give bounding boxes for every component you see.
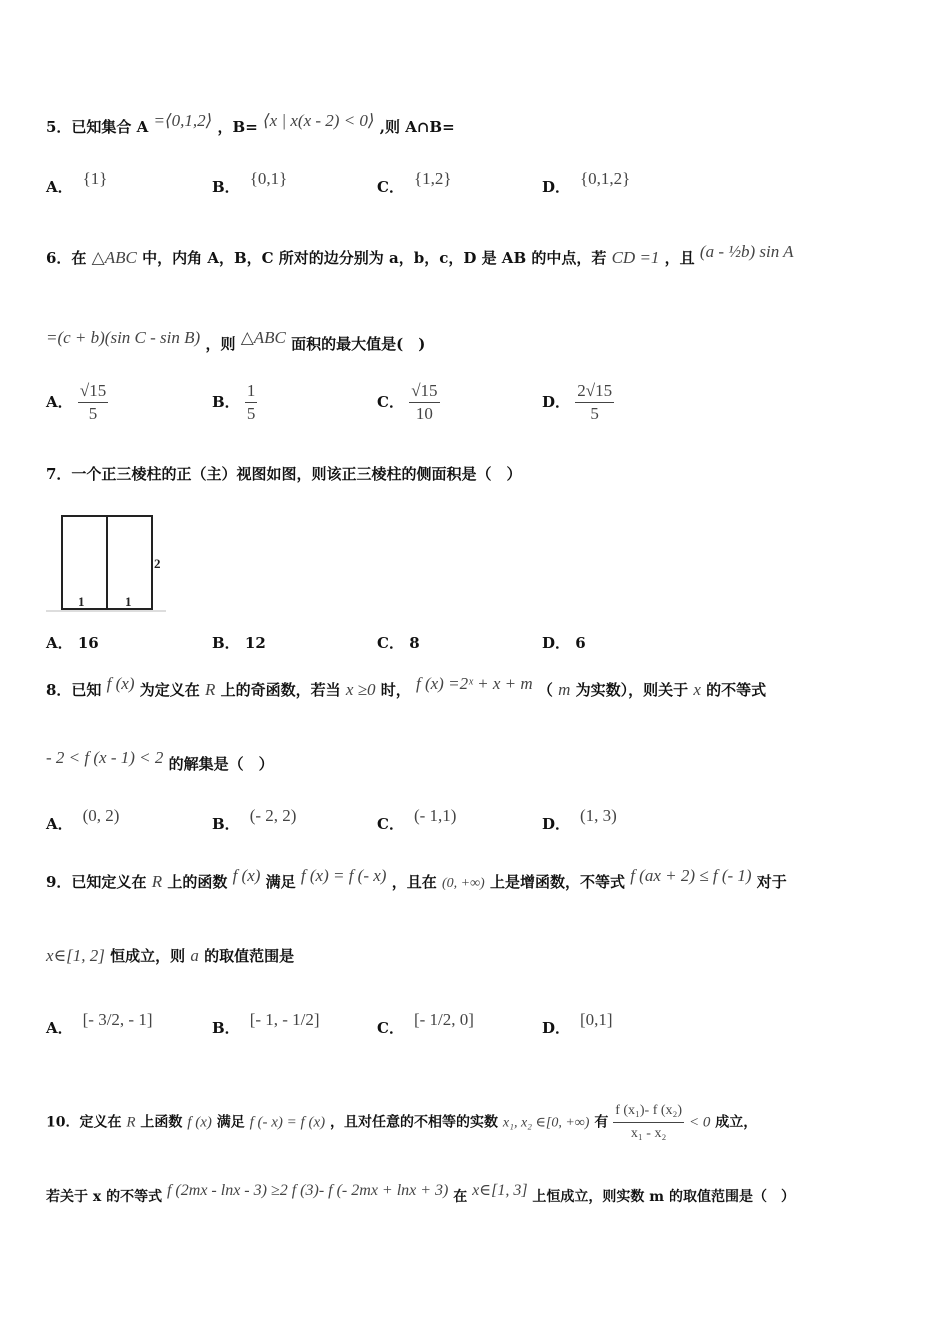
q9-fx: f (x) xyxy=(232,866,261,885)
q8-x: x xyxy=(693,680,701,699)
option-label: D． xyxy=(542,392,571,411)
option-value: [- 1/2, 0] xyxy=(413,1010,474,1029)
option-fraction xyxy=(409,380,439,425)
option-value: (0, 2) xyxy=(82,806,120,825)
question-5-stem xyxy=(46,111,455,137)
option-value: {1} xyxy=(82,169,108,188)
q9-option-b[interactable] xyxy=(212,1010,320,1038)
q9-option-d[interactable] xyxy=(542,1010,613,1038)
front-view-figure xyxy=(46,510,166,615)
q7-option-c[interactable] xyxy=(377,632,420,653)
frac-num: √15 xyxy=(409,380,439,403)
frac-den: 5 xyxy=(590,404,599,423)
option-label: A． xyxy=(46,178,73,196)
q5-set-b: ⟨x | x(x - 2) < 0⟩ xyxy=(263,111,375,130)
q6-option-d[interactable] xyxy=(542,380,614,425)
q6-option-a[interactable] xyxy=(46,380,108,425)
q5-text-b: ，B= xyxy=(217,118,258,136)
q5-option-c[interactable] xyxy=(377,169,452,197)
q8-text: 时， xyxy=(380,681,411,699)
option-value: {0,1} xyxy=(249,169,288,188)
option-value: (1, 3) xyxy=(580,806,617,825)
q9-inequality: f (ax + 2) ≤ f (- 1) xyxy=(630,866,752,885)
option-value: {1,2} xyxy=(413,169,452,188)
q5-text-a: 5．已知集合 A xyxy=(46,118,149,136)
question-6-stem-line2 xyxy=(46,328,426,354)
option-fraction xyxy=(575,380,614,425)
q6-triangle: △ABC xyxy=(240,328,286,347)
q10-text: 成立， xyxy=(715,1114,758,1131)
option-label: D． xyxy=(542,634,571,652)
q8-m: m xyxy=(558,680,571,699)
option-value: 12 xyxy=(244,634,266,652)
frac-num: √15 xyxy=(78,380,108,403)
q9-range: x∈[1, 2] xyxy=(46,946,105,965)
q10-text: 若关于 x 的不等式 xyxy=(46,1189,163,1205)
q6-triangle: △ABC xyxy=(91,248,137,267)
option-label: A． xyxy=(46,392,73,411)
q9-text: 上是增函数，不等式 xyxy=(489,873,625,891)
frac-den: x₁ - x₂ xyxy=(630,1126,667,1141)
q10-R: R xyxy=(126,1114,136,1131)
option-label: D． xyxy=(542,1019,571,1037)
frac-den: 10 xyxy=(415,404,433,423)
question-7-stem xyxy=(46,463,521,484)
q9-R: R xyxy=(151,872,163,891)
option-value: 6 xyxy=(575,634,586,652)
q9-text: ，且在 xyxy=(391,873,437,891)
option-label: B． xyxy=(212,634,240,652)
q10-text: 满足 xyxy=(216,1114,245,1131)
q10-text: 10．定义在 xyxy=(46,1114,122,1131)
q8-text: 上的奇函数，若当 xyxy=(220,681,341,699)
q6-option-c[interactable] xyxy=(377,380,440,425)
q5-text-c: ,则 A∩B= xyxy=(379,118,455,136)
q9-text: 的取值范围是 xyxy=(204,947,295,965)
q6-expression: (a - ½b) sin A xyxy=(699,242,794,261)
q8-text: （ xyxy=(537,681,553,699)
q9-text: 9．已知定义在 xyxy=(46,873,147,891)
frac-num: 1 xyxy=(245,380,258,403)
q8-text: 8．已知 xyxy=(46,681,102,699)
option-label: D． xyxy=(542,815,571,833)
option-value: 8 xyxy=(409,634,420,652)
q9-option-c[interactable] xyxy=(377,1010,474,1038)
q10-text: 在 xyxy=(453,1189,468,1205)
option-label: B． xyxy=(212,815,240,833)
q5-option-b[interactable] xyxy=(212,169,288,197)
q6-text: ，且 xyxy=(664,249,695,267)
figure-label-left: 1 xyxy=(78,594,85,609)
question-8-stem-line2 xyxy=(46,748,274,774)
q10-fraction xyxy=(613,1100,684,1145)
q6-cd: CD =1 xyxy=(611,248,660,267)
option-label: C． xyxy=(377,1019,404,1037)
option-value: [- 3/2, - 1] xyxy=(82,1010,153,1029)
q6-text: 面积的最大值是( ) xyxy=(291,335,426,353)
option-label: C． xyxy=(377,178,404,196)
q8-text: 为实数），则关于 xyxy=(575,681,689,699)
q8-R: R xyxy=(205,680,216,699)
q8-inequality: - 2 < f (x - 1) < 2 xyxy=(46,748,164,767)
q10-text: 上恒成立，则实数 m 的取值范围是（ ） xyxy=(532,1189,795,1205)
q7-option-a[interactable] xyxy=(46,632,99,653)
q8-text: 的不等式 xyxy=(706,681,767,699)
q8-condition: x ≥0 xyxy=(345,680,376,699)
option-label: B． xyxy=(212,392,240,411)
frac-num: f (x₁)- f (x₂) xyxy=(613,1100,684,1123)
q8-option-b[interactable] xyxy=(212,806,297,834)
figure-label-right: 1 xyxy=(125,594,132,609)
q10-text: 上函数 xyxy=(140,1114,183,1131)
q9-interval: (0, +∞) xyxy=(441,876,485,891)
q9-option-a[interactable] xyxy=(46,1010,153,1038)
q10-text: ，且对任意的不相等的实数 xyxy=(329,1114,498,1131)
option-label: C． xyxy=(377,634,404,652)
q6-expression: =(c + b)(sin C - sin B) xyxy=(46,328,201,347)
q10-vars: x₁, x₂ ∈[0, +∞) xyxy=(502,1115,590,1131)
frac-den: 5 xyxy=(88,404,98,423)
q8-text: 为定义在 xyxy=(139,681,200,699)
q7-option-d[interactable] xyxy=(542,632,586,653)
q8-option-c[interactable] xyxy=(377,806,457,834)
option-label: A． xyxy=(46,815,73,833)
q6-text: 中，内角 A，B，C 所对的边分别为 a，b，c，D 是 AB 的中点，若 xyxy=(142,249,607,267)
q9-a: a xyxy=(190,946,199,965)
q5-set-a: =⟨0,1,2⟩ xyxy=(153,111,213,130)
q7-text: 7．一个正三棱柱的正（主）视图如图，则该正三棱柱的侧面积是（ ） xyxy=(46,465,522,483)
question-8-stem-line1 xyxy=(46,674,767,700)
q5-option-d[interactable] xyxy=(542,169,631,197)
option-value: 16 xyxy=(77,634,99,652)
q10-fx: f (x) xyxy=(187,1114,212,1131)
q10-text: 有 xyxy=(594,1114,609,1131)
q10-inequality: f (2mx - lnx - 3) ≥2 f (3)- f (- 2mx + lnx + 3) xyxy=(166,1182,449,1199)
q6-text: 6．在 xyxy=(46,249,87,267)
option-label: A． xyxy=(46,1019,73,1037)
option-fraction xyxy=(245,380,258,425)
option-value: [0,1] xyxy=(580,1010,613,1029)
option-label: C． xyxy=(377,815,404,833)
option-value: (- 2, 2) xyxy=(249,806,297,825)
question-9-stem-line2 xyxy=(46,945,294,966)
question-9-stem-line1 xyxy=(46,866,787,892)
frac-den: 5 xyxy=(246,404,256,423)
q10-even: f (- x) = f (x) xyxy=(249,1114,326,1131)
option-label: C． xyxy=(377,392,404,411)
q8-formula: f (x) =2ˣ + x + m xyxy=(416,674,533,693)
question-6-stem-line1 xyxy=(46,242,794,268)
q8-option-a[interactable] xyxy=(46,806,120,834)
q10-range: x∈[1, 3] xyxy=(472,1182,528,1199)
q9-text: 恒成立，则 xyxy=(110,947,186,965)
q10-lt0: < 0 xyxy=(688,1114,711,1131)
frac-num: 2√15 xyxy=(575,380,614,403)
q5-option-a[interactable] xyxy=(46,169,108,197)
q8-text: 的解集是（ ） xyxy=(168,755,274,773)
option-value: [- 1, - 1/2] xyxy=(249,1010,320,1029)
q9-even: f (x) = f (- x) xyxy=(300,866,387,885)
q6-option-b[interactable] xyxy=(212,380,257,425)
q9-text: 对于 xyxy=(756,873,787,891)
option-label: B． xyxy=(212,178,240,196)
q8-option-d[interactable] xyxy=(542,806,617,834)
q6-text: ，则 xyxy=(205,335,236,353)
option-value: {0,1,2} xyxy=(580,169,631,188)
question-10-stem-line2 xyxy=(46,1182,795,1206)
q7-option-b[interactable] xyxy=(212,632,266,653)
q9-text: 满足 xyxy=(265,873,296,891)
q9-text: 上的函数 xyxy=(167,873,228,891)
option-label: A． xyxy=(46,634,73,652)
figure-label-height: 2 xyxy=(154,556,161,571)
option-label: B． xyxy=(212,1019,240,1037)
option-label: D． xyxy=(542,178,571,196)
option-value: (- 1,1) xyxy=(413,806,457,825)
question-10-stem-line1 xyxy=(46,1100,757,1145)
option-fraction xyxy=(78,380,108,425)
q8-fx: f (x) xyxy=(106,674,135,693)
